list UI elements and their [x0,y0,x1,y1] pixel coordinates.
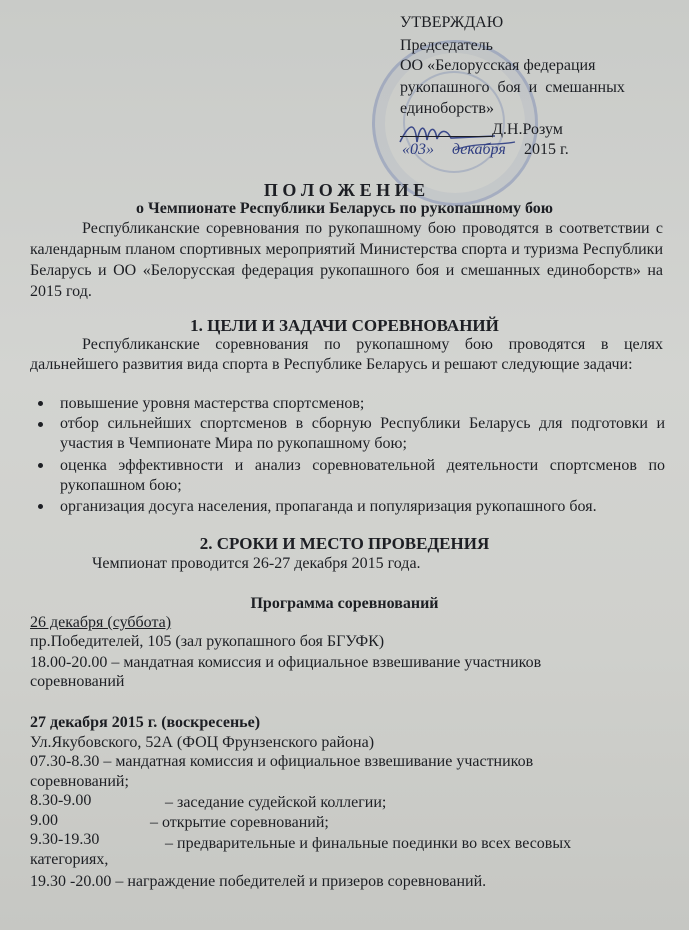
approver-org-line3: единоборств» [400,100,494,117]
bullet-dot [38,422,43,427]
goal-item: повышение уровня мастерства спортсменов; [60,395,365,412]
bullet-dot [38,401,43,406]
approve-label: УТВЕРЖДАЮ [400,14,504,31]
section2-heading: 2. СРОКИ И МЕСТО ПРОВЕДЕНИЯ [199,534,490,553]
date-day: «03» [402,141,434,158]
day2-place: Ул.Якубовского, 52А (ФОЦ Фрунзенского района) [30,734,375,751]
day2-line2: соревнований; [30,773,129,790]
goal-item: организация досуга населения, пропаганда и популяризация рукопашного боя. [60,498,597,515]
schedule-time: 8.30-9.00 [30,792,92,809]
schedule-time: 9.00 [30,812,58,829]
day1-line1: 18.00-20.00 – мандатная комиссия и официальное взвешивание участников [30,654,542,671]
signer-name: Д.Н.Розум [492,121,563,138]
program-heading: Программа соревнований [250,595,439,612]
section2-text: Чемпионат проводится 26-27 декабря 2015 года. [92,555,421,572]
schedule-text: – открытие соревнований; [150,814,329,831]
schedule-text: – предварительные и финальные поединки во всех весовых [165,835,572,852]
signature-line [400,136,492,137]
date-month: декабря [452,141,506,158]
goal-item: отбор сильнейших спортсменов в сборную Республики Беларусь для подготовки и участия в Чемпионате Мира по рукопашному бою; [60,415,665,452]
day2-line1: 07.30-8.30 – мандатная комиссия и официальное взвешивание участников [30,753,534,770]
goal-item: оценка эффективности и анализ соревновательной деятельности спортсменов по рукопашном бою; [60,457,665,494]
document-subtitle: о Чемпионате Республики Беларусь по рукопашному бою [135,200,554,217]
day1-date: 26 декабря (суббота) [30,614,172,631]
schedule-last: 19.30 -20.00 – награждение победителей и призеров соревнований. [30,873,487,890]
bullet-dot [38,504,43,509]
schedule-continuation: категориях, [30,851,109,868]
date-year: 2015 г. [524,141,569,158]
approver-position: Председатель [400,37,493,54]
intro-paragraph: Республиканские соревнования по рукопашному бою проводятся в соответствии с календарным планом спортивных мероприятий Министерства спорта и туризма Республики Беларусь и ОО «Белорусская федерация рукопашного боя и смешанных единоборств» на 2015 год. [30,220,663,300]
bullet-dot [38,463,43,468]
schedule-time: 9.30-19.30 [30,831,100,848]
document-title: П О Л О Ж Е Н И Е [263,180,426,200]
section1-heading: 1. ЦЕЛИ И ЗАДАЧИ СОРЕВНОВАНИЙ [190,316,499,335]
schedule-text: – заседание судейской коллегии; [165,794,387,811]
day1-place: пр.Победителей, 105 (зал рукопашного боя БГУФК) [30,633,385,650]
day2-date: 27 декабря 2015 г. (воскресенье) [30,714,261,731]
approver-org-line1: ОО «Белорусская федерация [400,57,596,74]
section1-text: Республиканские соревнования по рукопашному бою проводятся в целях дальнейшего развития вида спорта в Республике Беларусь и решают следующие задачи: [30,336,663,373]
day1-line2: соревнований [30,673,125,690]
approver-org-line2: рукопашного боя и смешанных [400,79,625,96]
